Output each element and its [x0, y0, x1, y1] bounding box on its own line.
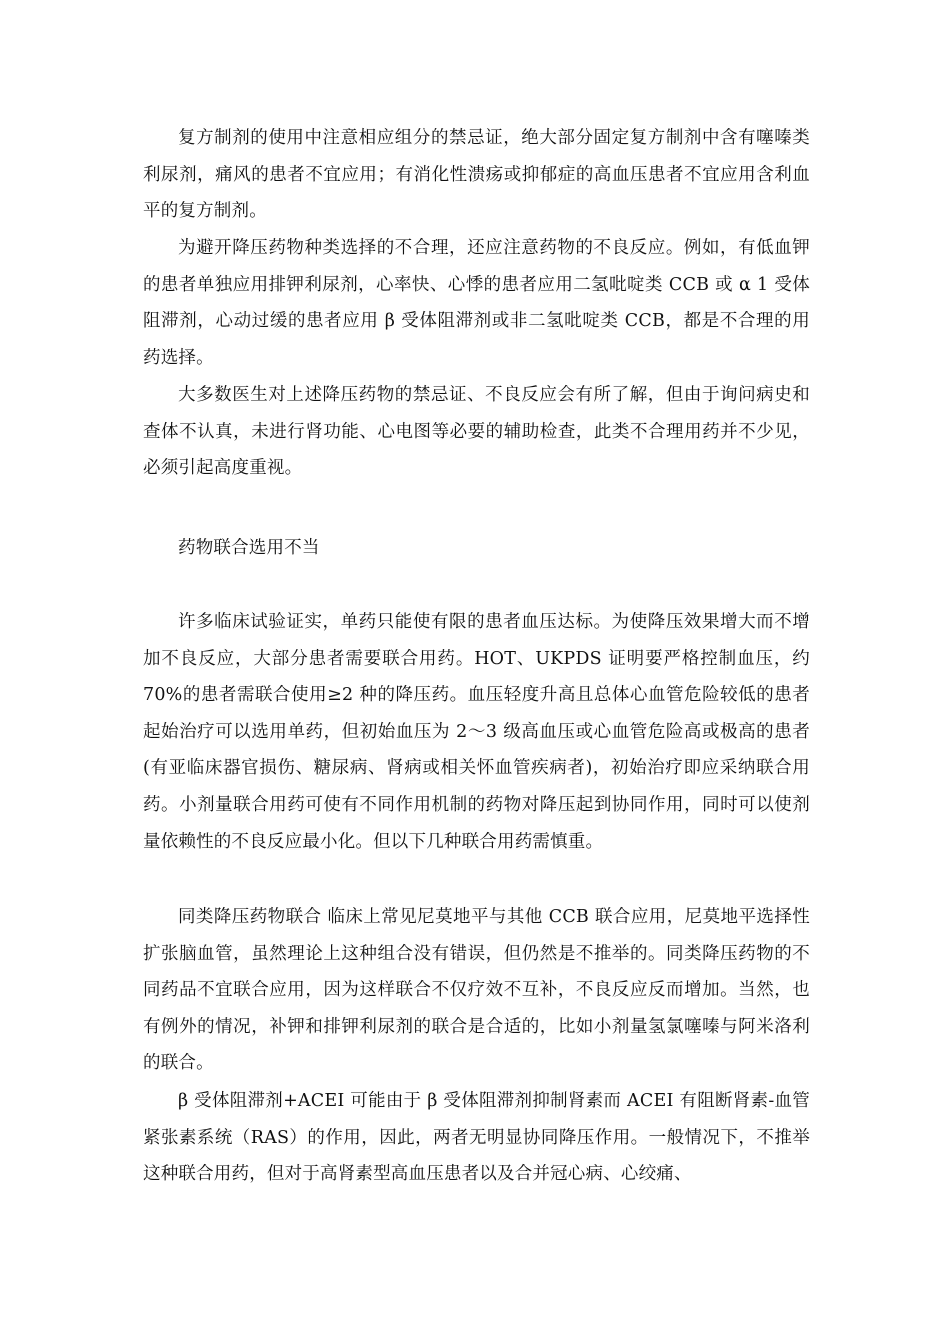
paragraph-adverse-reactions: 为避开降压药物种类选择的不合理，还应注意药物的不良反应。例如，有低血钾的患者单独应用排钾利尿剂，心率快、心悸的患者应用二氢吡啶类 CCB 或 α 1 受体阻滞剂，心动过缓的患者应用 β 受体阻滞剂或非二氢吡啶类 CCB，都是不合理的用药选择。	[143, 238, 810, 368]
paragraph-physician-awareness: 大多数医生对上述降压药物的禁忌证、不良反应会有所了解，但由于询问病史和查体不认真，未进行肾功能、心电图等必要的辅助检查，此类不合理用药并不少见，必须引起高度重视。	[143, 385, 810, 479]
paragraph-combination-therapy: 许多临床试验证实，单药只能使有限的患者血压达标。为使降压效果增大而不增加不良反应，大部分患者需要联合用药。HOT、UKPDS 证明要严格控制血压，约 70%的患者需联合使用≥2 种的降压药。血压轻度升高且总体心血管危险较低的患者起始治疗可以选用单药，但初始血压为 2～3 级高血压或心血管危险高或极高的患者(有亚临床器官损伤、糖尿病、肾病或相关怀血管疾病者)，初始治疗即应采纳联合用药。小剂量联合用药可使有不同作用机制的药物对降压起到协同作用，同时可以使剂量依赖性的不良反应最小化。但以下几种联合用药需慎重。	[143, 612, 810, 852]
paragraph-beta-blocker-acei: β 受体阻滞剂+ACEI 可能由于 β 受体阻滞剂抑制肾素而 ACEI 有阻断肾素-血管紧张素系统（RAS）的作用，因此，两者无明显协同降压作用。一般情况下，不推举这种联合用药，但对于高肾素型高血压患者以及合并冠心病、心绞痛、	[143, 1091, 810, 1185]
paragraph-same-class-combination: 同类降压药物联合 临床上常见尼莫地平与其他 CCB 联合应用，尼莫地平选择性扩张脑血管，虽然理论上这种组合没有错误，但仍然是不推举的。同类降压药物的不同药品不宜联合应用，因为这样联合不仅疗效不互补，不良反应反而增加。当然，也有例外的情况，补钾和排钾利尿剂的联合是合适的，比如小剂量氢氯噻嗪与阿米洛利的联合。	[143, 907, 810, 1074]
section-heading: 药物联合选用不当	[178, 538, 320, 558]
document-page	[143, 0, 810, 1344]
paragraph-compound-contraindications: 复方制剂的使用中注意相应组分的禁忌证，绝大部分固定复方制剂中含有噻嗪类利尿剂，痛风的患者不宜应用；有消化性溃疡或抑郁症的高血压患者不宜应用含利血平的复方制剂。	[143, 128, 810, 222]
